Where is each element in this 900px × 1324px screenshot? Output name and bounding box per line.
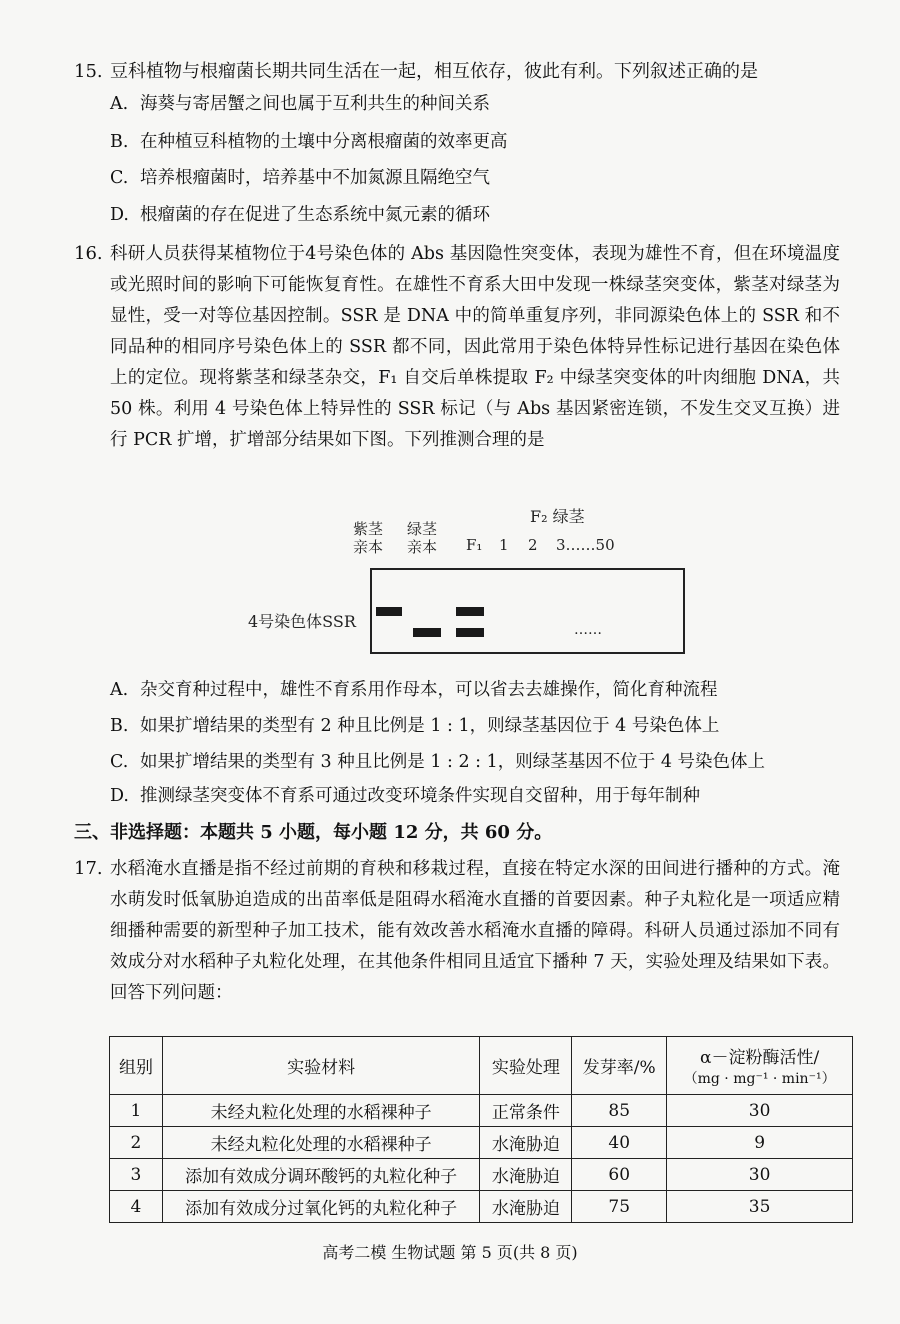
cell-group: 4 — [110, 1191, 163, 1223]
header-amylase — [667, 1037, 853, 1095]
cell-treatment: 水淹胁迫 — [480, 1159, 572, 1191]
header-treatment: 实验处理 — [480, 1037, 572, 1095]
option-label: D. — [110, 205, 129, 225]
option-text: 如果扩增结果的类型有 2 种且比例是 1 : 1，则绿茎基因位于 4 号染色体上 — [140, 716, 720, 736]
option-b — [110, 130, 508, 154]
option-text: 海葵与寄居蟹之间也属于互利共生的种间关系 — [140, 94, 490, 114]
lane-2-label: 2 — [528, 536, 538, 554]
lane-1-label: 1 — [499, 536, 509, 554]
header-group: 组别 — [110, 1037, 163, 1095]
cell-group: 1 — [110, 1095, 163, 1127]
section-heading: 三、非选择题：本题共 5 小题，每小题 12 分，共 60 分。 — [74, 822, 553, 843]
page-footer: 高考二模 生物试题 第 5 页(共 8 页) — [322, 1243, 578, 1262]
cell-material: 添加有效成分调环酸钙的丸粒化种子 — [162, 1159, 479, 1191]
cell-germination: 75 — [572, 1191, 667, 1223]
option-text: 培养根瘤菌时，培养基中不加氮源且隔绝空气 — [140, 168, 490, 188]
option-label: D. — [110, 786, 129, 806]
row-label: 4号染色体SSR — [248, 612, 356, 631]
question-text: 豆科植物与根瘤菌长期共同生活在一起，相互依存，彼此有利。下列叙述正确的是 — [110, 61, 758, 82]
band-f1-lower — [456, 628, 484, 637]
cell-group: 3 — [110, 1159, 163, 1191]
question-number: 17. — [74, 858, 103, 879]
cell-germination: 40 — [572, 1127, 667, 1159]
header-amylase-unit: （mg · mg⁻¹ · min⁻¹） — [683, 1071, 836, 1087]
option-a — [110, 678, 718, 702]
lane-green-label-1: 绿茎 — [407, 520, 438, 538]
band-green-parent — [413, 628, 441, 637]
cell-treatment: 水淹胁迫 — [480, 1127, 572, 1159]
cell-amylase: 35 — [667, 1191, 853, 1223]
option-text: 推测绿茎突变体不育系可通过改变环境条件实现自交留种，用于每年制种 — [140, 786, 700, 806]
cell-amylase: 30 — [667, 1159, 853, 1191]
question-17-number — [74, 857, 110, 881]
option-text: 杂交育种过程中，雄性不育系用作母本，可以省去去雄操作，简化育种流程 — [140, 680, 718, 700]
header-germination: 发芽率/% — [572, 1037, 667, 1095]
cell-group: 2 — [110, 1127, 163, 1159]
cell-treatment: 水淹胁迫 — [480, 1191, 572, 1223]
header-material: 实验材料 — [162, 1037, 479, 1095]
question-17-stem: 水稻淹水直播是指不经过前期的育秧和移栽过程，直接在特定水深的田间进行播种的方式。淹水萌发时低氧胁迫造成的出苗率低是阻碍水稻淹水直播的首要因素。种子丸粒化是一项适应精细播种需要的新型种子加工技术，能有效改善水稻淹水直播的障碍。科研人员通过添加不同有效成分对水稻种子丸粒化处理，在其他条件相同且适宜下播种 7 天，实验处理及结果如下表。回答下列问题： — [110, 859, 840, 1003]
group-title: F₂ 绿茎 — [530, 507, 585, 526]
option-text: 如果扩增结果的类型有 3 种且比例是 1 : 2 : 1，则绿茎基因不位于 4 号染色体上 — [140, 752, 766, 772]
option-label: C. — [110, 168, 129, 188]
cell-amylase: 9 — [667, 1127, 853, 1159]
cell-amylase: 30 — [667, 1095, 853, 1127]
cell-treatment: 正常条件 — [480, 1095, 572, 1127]
lane-3-50-label: 3……50 — [556, 536, 615, 554]
lane-f1-label: F₁ — [466, 536, 483, 554]
question-number: 15. — [74, 61, 103, 82]
cell-germination: 60 — [572, 1159, 667, 1191]
table-row — [110, 1159, 853, 1191]
lane-ellipsis: …… — [574, 622, 602, 638]
band-f1-upper — [456, 607, 484, 616]
option-text: 根瘤菌的存在促进了生态系统中氮元素的循环 — [140, 205, 490, 225]
question-number: 16. — [74, 243, 103, 264]
header-amylase-title: α－淀粉酶活性/ — [699, 1048, 820, 1068]
option-label: A. — [110, 680, 129, 700]
option-d — [110, 203, 490, 227]
cell-material: 添加有效成分过氧化钙的丸粒化种子 — [162, 1191, 479, 1223]
band-purple-parent — [376, 607, 402, 616]
table-row — [110, 1127, 853, 1159]
lane-green-label-2: 亲本 — [407, 538, 438, 556]
option-label: C. — [110, 752, 129, 772]
lane-purple-label-2: 亲本 — [353, 538, 384, 556]
option-label: B. — [110, 716, 129, 736]
table-row — [110, 1191, 853, 1223]
question-16-stem: 科研人员获得某植物位于4号染色体的 Abs 基因隐性突变体，表现为雄性不育，但在环境温度或光照时间的影响下可能恢复育性。在雄性不育系大田中发现一株绿茎突变体，紫茎对绿茎为显性，受一对等位基因控制。SSR 是 DNA 中的简单重复序列，非同源染色体上的 SSR 和不同品种的相同序号染色体上的 SSR 都不同，因此常用于染色体特异性标记进行基因在染色体上的定位。现将紫茎和绿茎杂交，F₁ 自交后单株提取 F₂ 中绿茎突变体的叶肉细胞 DNA，共 50 株。利用 4 号染色体上特异性的 SSR 标记（与 Abs 基因紧密连锁，不发生交叉互换）进行 PCR 扩增，扩增部分结果如下图。下列推测合理的是 — [110, 244, 840, 450]
cell-material: 未经丸粒化处理的水稻裸种子 — [162, 1095, 479, 1127]
option-c — [110, 166, 490, 190]
lane-purple-label-1: 紫茎 — [353, 520, 384, 538]
question-16-number — [74, 242, 110, 266]
table-header-row — [110, 1037, 853, 1095]
cell-germination: 85 — [572, 1095, 667, 1127]
option-label: A. — [110, 94, 129, 114]
cell-material: 未经丸粒化处理的水稻裸种子 — [162, 1127, 479, 1159]
option-d — [110, 784, 700, 808]
question-15-stem — [74, 60, 758, 84]
option-c — [110, 750, 765, 774]
option-text: 在种植豆科植物的土壤中分离根瘤菌的效率更高 — [140, 132, 508, 152]
gel-box — [370, 568, 685, 654]
table-row — [110, 1095, 853, 1127]
option-label: B. — [110, 132, 129, 152]
results-table — [109, 1036, 853, 1223]
option-b — [110, 714, 719, 738]
option-a — [110, 92, 490, 116]
